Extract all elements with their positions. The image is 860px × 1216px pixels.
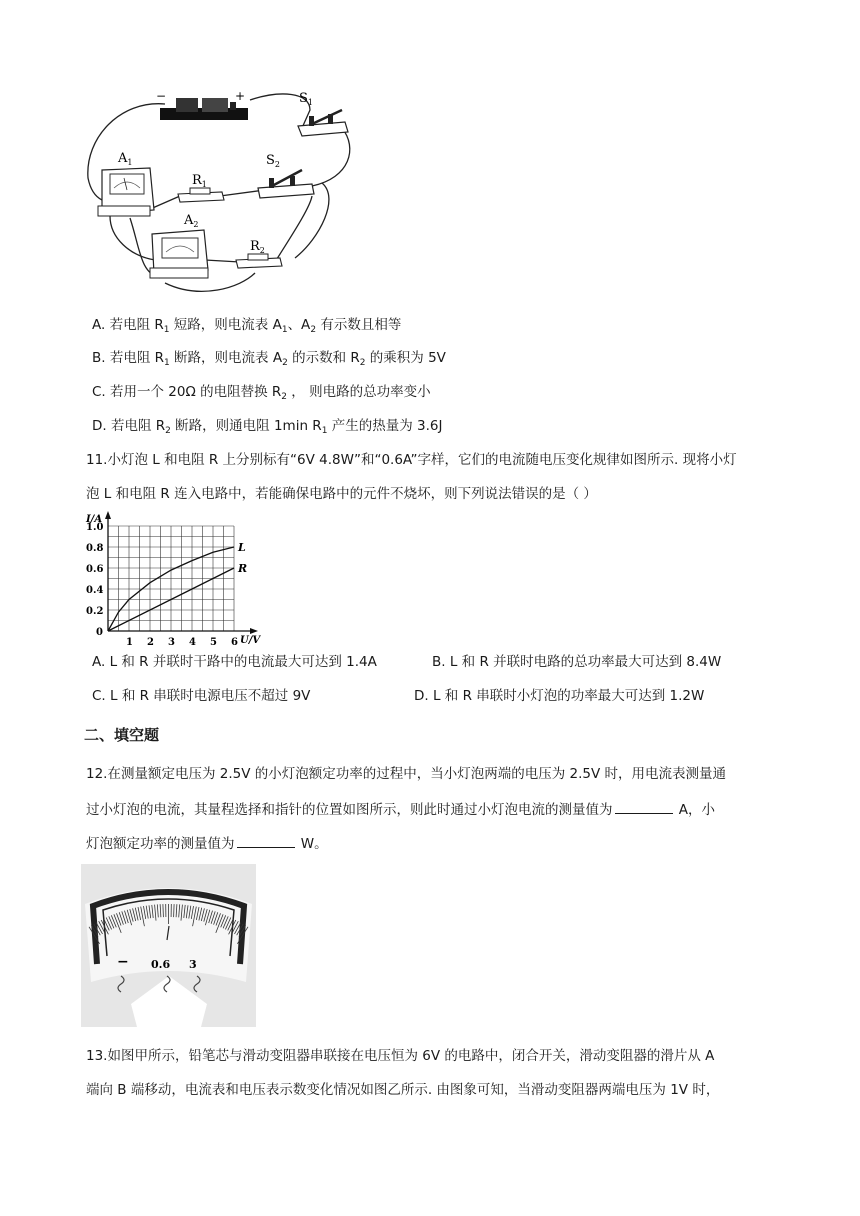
s2-label: $S_2$ [266,153,280,169]
a2-label: $A_2$ [184,213,199,229]
q12-line-3: 灯泡额定功率的测量值为 W。 [86,836,328,852]
chart-grid [108,526,234,631]
x-tick-label: 6 [231,637,238,648]
x-tick-label: 3 [168,637,175,648]
x-axis-label: U/V [240,635,261,646]
a1-label: $A_1$ [118,151,133,167]
r1-label: $R_1$ [192,173,207,189]
chart-ticks [85,514,261,648]
y-axis-label: I/A [86,514,103,525]
x-tick-label: 0 [96,627,103,638]
battery-plus: + [235,89,246,103]
dial-tick [163,904,164,917]
series-label-L: L [238,541,246,554]
r2-label: $R_2$ [250,239,265,255]
q11-line-1: 11.小灯泡 L 和电阻 R 上分别标有“6V 4.8W”和“0.6A”字样，它们的电流随电压变化规律如图所示. 现将小灯 [86,452,737,468]
q10-option-b: B. 若电阻 $R_1$ 断路，则电流表 $A_2$ 的示数和 $R_2$ 的乘积为 5V [92,350,446,368]
dial-tick [174,904,175,917]
y-tick-label: 1.0 [86,522,104,533]
series-label-R: R [238,562,248,575]
answer-blank-power[interactable] [237,835,295,848]
x-axis-arrow [250,628,258,634]
y-tick-label: 0.8 [86,543,104,554]
q12-line-2: 过小灯泡的电流，其量程选择和指针的位置如图所示，则此时通过小灯泡电流的测量值为 A，小 [86,802,716,818]
terminal-0-6: 0.6 [151,958,171,971]
circuit-diagram [80,88,365,300]
y-axis-arrow [105,511,111,519]
terminal-minus: − [117,954,129,970]
q10-option-a: A. 若电阻 $R_1$ 短路，则电流表 $A_1$、$A_2$ 有示数且相等 [92,317,402,335]
terminal-3: 3 [189,958,197,971]
q12-line-1: 12.在测量额定电压为 2.5V 的小灯泡额定功率的过程中，当小灯泡两端的电压为 2.5V 时，用电流表测量通 [86,766,727,782]
q10-option-c: C. 若用一个 20Ω 的电阻替换 $R_2$ ， 则电路的总功率变小 [92,384,431,402]
q11-option-c: C. L 和 R 串联时电源电压不超过 9V [92,688,311,704]
y-tick-label: 0.6 [86,564,104,575]
q11-option-d: D. L 和 R 串联时小灯泡的功率最大可达到 1.2W [414,688,705,704]
ammeter-dial-figure [81,864,256,1027]
y-tick-label: 0.4 [86,585,104,596]
x-tick-label: 1 [126,637,133,648]
battery-minus: − [156,89,167,103]
x-tick-label: 2 [147,637,154,648]
q11-option-a: A. L 和 R 并联时干路中的电流最大可达到 1.4A [92,654,377,670]
x-tick-label: 5 [210,637,217,648]
x-tick-label: 4 [189,637,196,648]
answer-blank-current[interactable] [615,801,673,814]
q11-line-2: 泡 L 和电阻 R 连入电路中，若能确保电路中的元件不烧坏，则下列说法错误的是（ ） [86,486,597,502]
s1-label: $S_1$ [299,91,313,107]
q11-option-b: B. L 和 R 并联时电路的总功率最大可达到 8.4W [432,654,722,670]
q10-option-d: D. 若电阻 $R_2$ 断路，则通电阻 1min $R_1$ 产生的热量为 3.6J [92,418,443,436]
section-heading: 二、填空题 [84,726,160,744]
q13-line-2: 端向 B 端移动，电流表和电压表示数变化情况如图乙所示. 由图象可知，当滑动变阻器两端电压为 1V 时， [86,1082,720,1098]
y-tick-label: 0.2 [86,606,104,617]
q13-line-1: 13.如图甲所示，铅笔芯与滑动变阻器串联接在电压恒为 6V 的电路中，闭合开关，滑动变阻器的滑片从 A [86,1048,715,1064]
iv-chart [84,508,284,648]
